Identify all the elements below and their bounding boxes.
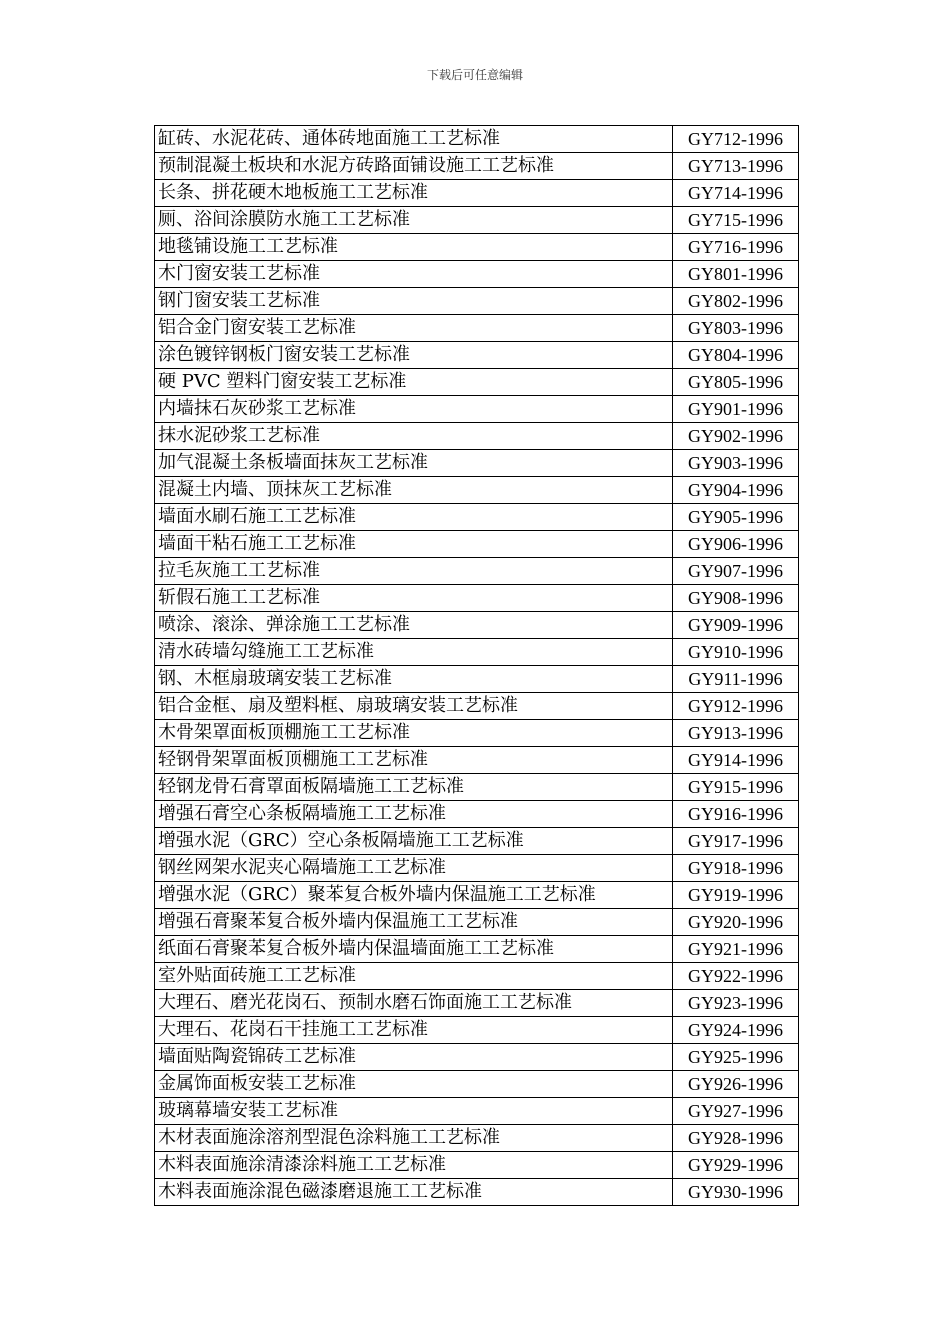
standard-code-cell: GY715-1996 [673, 207, 799, 234]
standard-name-cell: 内墙抹石灰砂浆工艺标准 [155, 396, 673, 423]
standard-name-cell: 长条、拼花硬木地板施工工艺标准 [155, 180, 673, 207]
table-row [155, 612, 799, 639]
standard-name-cell: 钢门窗安装工艺标准 [155, 288, 673, 315]
table-row [155, 666, 799, 693]
table-row [155, 369, 799, 396]
standard-code-cell: GY902-1996 [673, 423, 799, 450]
standard-name-cell: 增强水泥（GRC）空心条板隔墙施工工艺标准 [155, 828, 673, 855]
table-row [155, 963, 799, 990]
standard-name-cell: 抹水泥砂浆工艺标准 [155, 423, 673, 450]
table-row [155, 882, 799, 909]
table-row [155, 531, 799, 558]
standard-code-cell: GY901-1996 [673, 396, 799, 423]
standard-name-cell: 混凝土内墙、顶抹灰工艺标准 [155, 477, 673, 504]
standard-code-cell: GY713-1996 [673, 153, 799, 180]
standard-code-cell: GY912-1996 [673, 693, 799, 720]
table-row [155, 261, 799, 288]
table-row [155, 153, 799, 180]
table-row [155, 126, 799, 153]
standard-code-cell: GY915-1996 [673, 774, 799, 801]
standard-code-cell: GY911-1996 [673, 666, 799, 693]
standard-code-cell: GY904-1996 [673, 477, 799, 504]
standard-name-cell: 缸砖、水泥花砖、通体砖地面施工工艺标准 [155, 126, 673, 153]
table-row [155, 774, 799, 801]
table-row [155, 342, 799, 369]
page-header: 下载后可任意编辑 [426, 68, 523, 82]
standard-code-cell: GY908-1996 [673, 585, 799, 612]
standard-code-cell: GY924-1996 [673, 1017, 799, 1044]
standard-name-cell: 木骨架罩面板顶棚施工工艺标准 [155, 720, 673, 747]
standard-name-cell: 钢丝网架水泥夹心隔墙施工工艺标准 [155, 855, 673, 882]
standard-name-cell: 木材表面施涂溶剂型混色涂料施工工艺标准 [155, 1125, 673, 1152]
standard-code-cell: GY921-1996 [673, 936, 799, 963]
table-row [155, 639, 799, 666]
standard-name-cell: 增强石膏空心条板隔墙施工工艺标准 [155, 801, 673, 828]
table-row [155, 909, 799, 936]
standard-code-cell: GY922-1996 [673, 963, 799, 990]
table-row [155, 936, 799, 963]
table-row [155, 234, 799, 261]
standard-code-cell: GY909-1996 [673, 612, 799, 639]
standard-code-cell: GY916-1996 [673, 801, 799, 828]
standard-name-cell: 硬 PVC 塑料门窗安装工艺标准 [155, 369, 673, 396]
table-row [155, 504, 799, 531]
table-row [155, 1152, 799, 1179]
table-row [155, 747, 799, 774]
standard-name-cell: 纸面石膏聚苯复合板外墙内保温墙面施工工艺标准 [155, 936, 673, 963]
standard-name-cell: 墙面贴陶瓷锦砖工艺标准 [155, 1044, 673, 1071]
table-row [155, 423, 799, 450]
standard-code-cell: GY712-1996 [673, 126, 799, 153]
table-row [155, 990, 799, 1017]
standard-name-cell: 轻钢骨架罩面板顶棚施工工艺标准 [155, 747, 673, 774]
standard-code-cell: GY905-1996 [673, 504, 799, 531]
table-row [155, 288, 799, 315]
table-row [155, 585, 799, 612]
standard-code-cell: GY923-1996 [673, 990, 799, 1017]
standard-name-cell: 铝合金框、扇及塑料框、扇玻璃安装工艺标准 [155, 693, 673, 720]
table-row [155, 450, 799, 477]
table-row [155, 1071, 799, 1098]
table-row [155, 180, 799, 207]
standard-code-cell: GY930-1996 [673, 1179, 799, 1206]
standard-name-cell: 铝合金门窗安装工艺标准 [155, 315, 673, 342]
standard-name-cell: 金属饰面板安装工艺标准 [155, 1071, 673, 1098]
standard-name-cell: 厕、浴间涂膜防水施工工艺标准 [155, 207, 673, 234]
table-row [155, 1044, 799, 1071]
standard-name-cell: 室外贴面砖施工工艺标准 [155, 963, 673, 990]
standard-code-cell: GY920-1996 [673, 909, 799, 936]
standard-code-cell: GY925-1996 [673, 1044, 799, 1071]
table-row [155, 1017, 799, 1044]
standard-name-cell: 增强水泥（GRC）聚苯复合板外墙内保温施工工艺标准 [155, 882, 673, 909]
standard-code-cell: GY914-1996 [673, 747, 799, 774]
standard-code-cell: GY906-1996 [673, 531, 799, 558]
standard-name-cell: 清水砖墙勾缝施工工艺标准 [155, 639, 673, 666]
standard-code-cell: GY918-1996 [673, 855, 799, 882]
standard-name-cell: 斩假石施工工艺标准 [155, 585, 673, 612]
standard-name-cell: 喷涂、滚涂、弹涂施工工艺标准 [155, 612, 673, 639]
standard-name-cell: 预制混凝土板块和水泥方砖路面铺设施工工艺标准 [155, 153, 673, 180]
standard-code-cell: GY805-1996 [673, 369, 799, 396]
standard-name-cell: 墙面水刷石施工工艺标准 [155, 504, 673, 531]
table-row [155, 828, 799, 855]
standard-code-cell: GY928-1996 [673, 1125, 799, 1152]
standard-code-cell: GY803-1996 [673, 315, 799, 342]
standard-name-cell: 木料表面施涂清漆涂料施工工艺标准 [155, 1152, 673, 1179]
table-row [155, 396, 799, 423]
standard-code-cell: GY714-1996 [673, 180, 799, 207]
table-row [155, 693, 799, 720]
standard-name-cell: 大理石、磨光花岗石、预制水磨石饰面施工工艺标准 [155, 990, 673, 1017]
standard-code-cell: GY910-1996 [673, 639, 799, 666]
table-row [155, 1098, 799, 1125]
standard-name-cell: 木门窗安装工艺标准 [155, 261, 673, 288]
standard-name-cell: 加气混凝土条板墙面抹灰工艺标准 [155, 450, 673, 477]
standard-code-cell: GY929-1996 [673, 1152, 799, 1179]
table-row [155, 1179, 799, 1206]
standards-table-body [155, 126, 799, 1206]
table-row [155, 207, 799, 234]
standard-name-cell: 墙面干粘石施工工艺标准 [155, 531, 673, 558]
standard-code-cell: GY804-1996 [673, 342, 799, 369]
standard-code-cell: GY903-1996 [673, 450, 799, 477]
standard-code-cell: GY716-1996 [673, 234, 799, 261]
standard-code-cell: GY927-1996 [673, 1098, 799, 1125]
standard-name-cell: 木料表面施涂混色磁漆磨退施工工艺标准 [155, 1179, 673, 1206]
table-row [155, 801, 799, 828]
standard-name-cell: 玻璃幕墙安装工艺标准 [155, 1098, 673, 1125]
standards-table [154, 125, 799, 1206]
standard-name-cell: 涂色镀锌钢板门窗安装工艺标准 [155, 342, 673, 369]
standard-name-cell: 钢、木框扇玻璃安装工艺标准 [155, 666, 673, 693]
table-row [155, 477, 799, 504]
table-row [155, 1125, 799, 1152]
standard-name-cell: 轻钢龙骨石膏罩面板隔墙施工工艺标准 [155, 774, 673, 801]
standard-name-cell: 大理石、花岗石干挂施工工艺标准 [155, 1017, 673, 1044]
standard-code-cell: GY802-1996 [673, 288, 799, 315]
standard-name-cell: 增强石膏聚苯复合板外墙内保温施工工艺标准 [155, 909, 673, 936]
table-row [155, 720, 799, 747]
standard-name-cell: 拉毛灰施工工艺标准 [155, 558, 673, 585]
table-row [155, 558, 799, 585]
standard-code-cell: GY917-1996 [673, 828, 799, 855]
standard-code-cell: GY926-1996 [673, 1071, 799, 1098]
standard-name-cell: 地毯铺设施工工艺标准 [155, 234, 673, 261]
standard-code-cell: GY919-1996 [673, 882, 799, 909]
standard-code-cell: GY907-1996 [673, 558, 799, 585]
table-row [155, 855, 799, 882]
standard-code-cell: GY801-1996 [673, 261, 799, 288]
table-row [155, 315, 799, 342]
standard-code-cell: GY913-1996 [673, 720, 799, 747]
